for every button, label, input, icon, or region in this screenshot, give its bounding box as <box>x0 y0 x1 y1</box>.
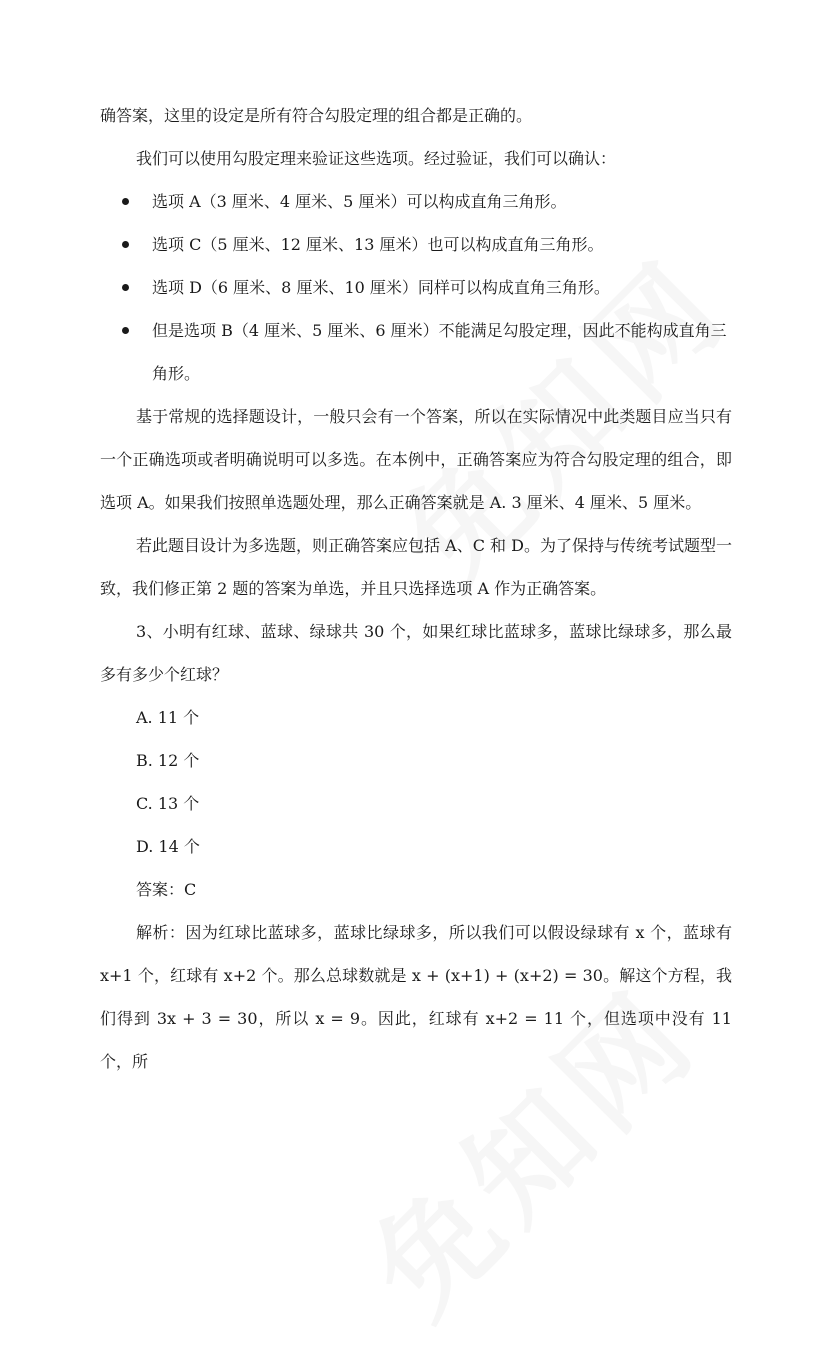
bullet-icon <box>122 284 129 291</box>
option-b: B. 12 个 <box>136 751 200 770</box>
option-d: D. 14 个 <box>136 837 200 856</box>
paragraph: 若此题目设计为多选题，则正确答案应包括 A、C 和 D。为了保持与传统考试题型一致，我们修正第 2 题的答案为单选，并且只选择选项 A 作为正确答案。 <box>100 536 732 598</box>
bullet-list <box>100 180 732 395</box>
list-item-text: 选项 A（3 厘米、4 厘米、5 厘米）可以构成直角三角形。 <box>152 192 567 211</box>
bullet-icon <box>122 198 129 205</box>
list-item-text: 选项 C（5 厘米、12 厘米、13 厘米）也可以构成直角三角形。 <box>152 235 604 254</box>
bullet-icon <box>122 327 129 334</box>
list-item-text: 选项 D（6 厘米、8 厘米、10 厘米）同样可以构成直角三角形。 <box>152 278 610 297</box>
list-item <box>100 223 732 266</box>
list-item <box>100 180 732 223</box>
list-item <box>100 266 732 309</box>
paragraph: 确答案，这里的设定是所有符合勾股定理的组合都是正确的。 <box>100 106 533 125</box>
paragraph: 我们可以使用勾股定理来验证这些选项。经过验证，我们可以确认： <box>136 149 617 168</box>
document-body <box>100 94 732 1083</box>
analysis: 解析：因为红球比蓝球多，蓝球比绿球多，所以我们可以假设绿球有 x 个，蓝球有 x+1 个，红球有 x+2 个。那么总球数就是 x + (x+1) + (x+2) = 30。解这个方程，我们得到 3x + 3 = 30，所以 x = 9。因此，红球有 x+2 = 11 个，但选项中没有 11 个，所 <box>100 923 732 1071</box>
answer: 答案：C <box>136 880 197 899</box>
paragraph: 基于常规的选择题设计，一般只会有一个答案，所以在实际情况中此类题目应当只有一个正确选项或者明确说明可以多选。在本例中，正确答案应为符合勾股定理的组合，即选项 A。如果我们按照单选题处理，那么正确答案就是 A. 3 厘米、4 厘米、5 厘米。 <box>100 407 732 512</box>
option-c: C. 13 个 <box>136 794 200 813</box>
option-a: A. 11 个 <box>136 708 200 727</box>
bullet-icon <box>122 241 129 248</box>
list-item <box>100 309 732 395</box>
question: 3、小明有红球、蓝球、绿球共 30 个，如果红球比蓝球多，蓝球比绿球多，那么最多有多少个红球？ <box>100 622 732 684</box>
list-item-text: 但是选项 B（4 厘米、5 厘米、6 厘米）不能满足勾股定理，因此不能构成直角三角形。 <box>152 321 727 383</box>
